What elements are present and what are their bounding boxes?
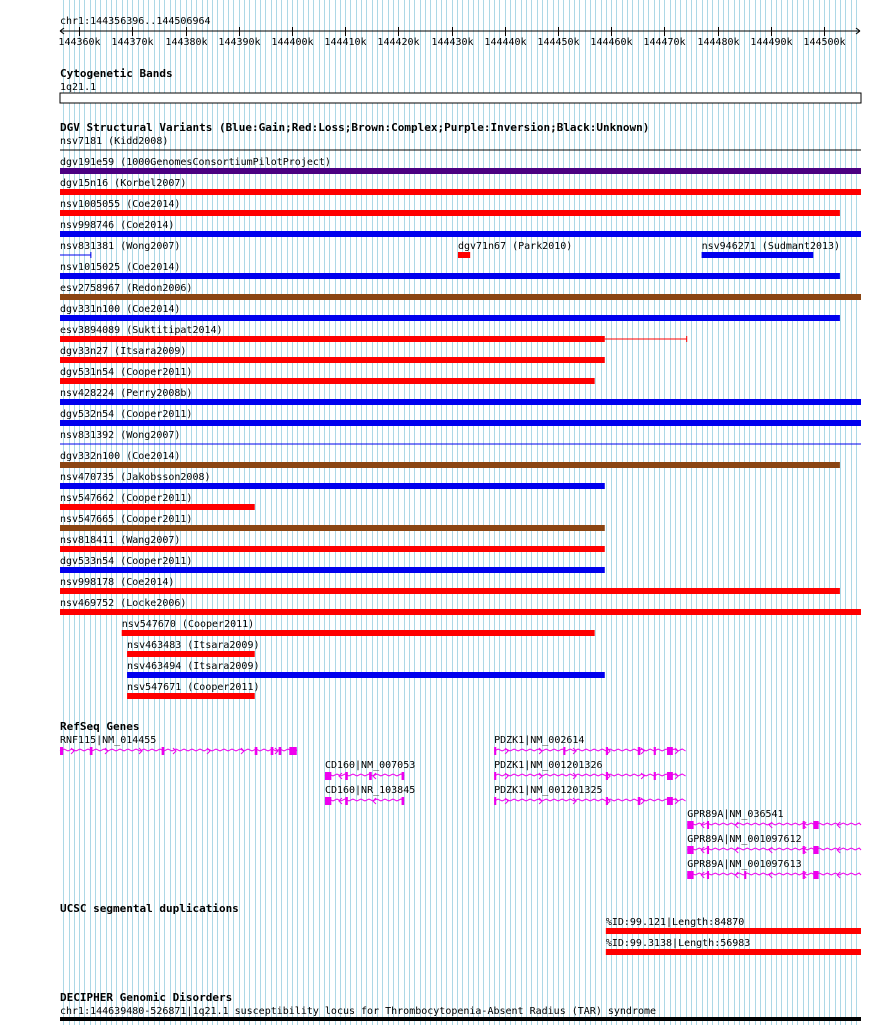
- gene-label[interactable]: GPR89A|NM_001097613: [687, 859, 802, 870]
- dgv-feature-label[interactable]: dgv331n100 (Coe2014): [60, 304, 181, 315]
- decipher-glyph[interactable]: [60, 1017, 861, 1021]
- dgv-feature-label[interactable]: nsv547670 (Cooper2011): [121, 619, 255, 630]
- dgv-feature-bar[interactable]: [60, 189, 861, 195]
- gene-exon[interactable]: [494, 772, 496, 780]
- gene-intron-line: [325, 774, 404, 776]
- ruler-tick-label: 144440k: [484, 37, 527, 48]
- gene-exon[interactable]: [369, 772, 372, 780]
- gene-exon[interactable]: [325, 797, 331, 805]
- dgv-feature-label[interactable]: nsv463494 (Itsara2009): [127, 661, 260, 672]
- dgv-feature-label[interactable]: nsv831392 (Wong2007): [60, 430, 181, 441]
- segdup-label[interactable]: %ID:99.121|Length:84870: [605, 917, 745, 928]
- ruler-tick-label: 144480k: [697, 37, 740, 48]
- dgv-feature-bar[interactable]: [60, 357, 605, 363]
- dgv-feature-label[interactable]: dgv191e59 (1000GenomesConsortiumPilotProject): [60, 157, 331, 168]
- dgv-feature-bar[interactable]: [60, 336, 605, 342]
- dgv-feature-bar[interactable]: [122, 630, 595, 636]
- cytoband-label[interactable]: 1q21.1: [60, 82, 97, 93]
- dgv-feature-label[interactable]: dgv33n27 (Itsara2009): [60, 346, 187, 357]
- cytoband-track-title: Cytogenetic Bands: [60, 67, 173, 80]
- dgv-track: [60, 121, 861, 699]
- gene-label[interactable]: RNF115|NM_014455: [60, 735, 157, 746]
- dgv-feature-bar[interactable]: [60, 420, 861, 426]
- gene-exon[interactable]: [402, 797, 405, 805]
- gene-exon[interactable]: [494, 797, 496, 805]
- dgv-feature-bar[interactable]: [60, 462, 840, 468]
- gene-label[interactable]: CD160|NM_007053: [324, 760, 416, 771]
- ruler-tick-label: 144400k: [271, 37, 314, 48]
- segdup-bar[interactable]: [606, 949, 861, 955]
- gene-intron-line: [325, 799, 404, 801]
- gene-label[interactable]: CD160|NR_103845: [324, 785, 416, 796]
- gene-exon[interactable]: [638, 797, 641, 805]
- decipher-track: [60, 991, 861, 1021]
- dgv-feature-label[interactable]: nsv1015025 (Coe2014): [60, 262, 181, 273]
- gene-exon[interactable]: [402, 772, 405, 780]
- decipher-bar[interactable]: [60, 1017, 861, 1021]
- ruler-ticks: [58, 27, 845, 48]
- gene-exon[interactable]: [687, 821, 693, 829]
- gene-exon[interactable]: [654, 772, 656, 780]
- ruler-tick-label: 144390k: [218, 37, 261, 48]
- gene-exon[interactable]: [813, 821, 818, 829]
- gene-exon[interactable]: [654, 747, 656, 755]
- cytoband-bar[interactable]: [60, 93, 861, 103]
- dgv-feature-bar[interactable]: [60, 546, 605, 552]
- dgv-feature-bar[interactable]: [60, 399, 861, 405]
- ruler-tick-label: 144360k: [58, 37, 101, 48]
- gene-intron-line: [494, 774, 686, 776]
- dgv-feature-label[interactable]: esv3894089 (Suktitipat2014): [60, 325, 223, 336]
- gene-exon[interactable]: [813, 846, 818, 854]
- gene-intron-line: [494, 749, 686, 751]
- gene-exon[interactable]: [325, 772, 331, 780]
- gene-label[interactable]: PDZK1|NM_001201326: [494, 760, 603, 771]
- gene-intron-line: [687, 848, 861, 850]
- gene-label[interactable]: GPR89A|NM_036541: [687, 809, 784, 820]
- gene-exon[interactable]: [271, 747, 274, 755]
- ruler-tick-label: 144500k: [803, 37, 846, 48]
- dgv-feature-label[interactable]: nsv946271 (Sudmant2013): [701, 241, 841, 252]
- dgv-feature-label[interactable]: nsv470735 (Jakobsson2008): [60, 472, 211, 483]
- gene-strand-arrow: [539, 798, 542, 804]
- gene-exon[interactable]: [667, 797, 673, 805]
- dgv-track-title: DGV Structural Variants (Blue:Gain;Red:Loss;Brown:Complex;Purple:Inversion;Black:Unknown): [60, 121, 650, 134]
- dgv-feature-bar[interactable]: [60, 210, 840, 216]
- gene-exon[interactable]: [687, 871, 693, 879]
- dgv-feature-label[interactable]: nsv463483 (Itsara2009): [127, 640, 260, 651]
- dgv-feature-label[interactable]: dgv332n100 (Coe2014): [60, 451, 181, 462]
- dgv-feature-bar[interactable]: [60, 378, 595, 384]
- gene-strand-arrow: [735, 872, 738, 878]
- dgv-feature-bar[interactable]: [127, 693, 255, 699]
- grid-lines: [64, 0, 857, 1025]
- ruler-tick-label: 144490k: [750, 37, 793, 48]
- dgv-feature-label[interactable]: nsv7181 (Kidd2008): [60, 136, 169, 147]
- dgv-feature-bar[interactable]: [60, 609, 861, 615]
- gene-strand-arrow: [735, 847, 738, 853]
- gene-intron-line: [494, 799, 686, 801]
- segdup-bar[interactable]: [606, 928, 861, 934]
- dgv-feature-label[interactable]: nsv1005055 (Coe2014): [60, 199, 181, 210]
- dgv-feature-bar[interactable]: [60, 273, 840, 279]
- ruler-tick-label: 144420k: [377, 37, 420, 48]
- dgv-feature-label[interactable]: dgv533n54 (Cooper2011): [60, 556, 193, 567]
- dgv-feature-bar[interactable]: [60, 315, 840, 321]
- gene-strand-arrow: [373, 773, 376, 779]
- dgv-feature-label[interactable]: nsv998178 (Coe2014): [60, 577, 175, 588]
- gene-exon[interactable]: [279, 747, 282, 755]
- ruler-tick-label: 144430k: [431, 37, 474, 48]
- segdup-label[interactable]: %ID:99.3138|Length:56983: [605, 938, 751, 949]
- gene-exon[interactable]: [60, 747, 63, 755]
- gene-exon[interactable]: [687, 846, 693, 854]
- ruler-tick-label: 144410k: [324, 37, 367, 48]
- gene-exon[interactable]: [707, 846, 709, 854]
- ruler-range-label: chr1:144356396..144506964: [60, 16, 211, 27]
- gene-label[interactable]: PDZK1|NM_001201325: [494, 785, 603, 796]
- gene-exon[interactable]: [707, 871, 709, 879]
- gene-exon[interactable]: [494, 747, 496, 755]
- gene-exon[interactable]: [813, 871, 818, 879]
- gene-strand-arrow: [539, 748, 542, 754]
- dgv-feature-label[interactable]: nsv831381 (Wong2007): [60, 241, 181, 252]
- gene-exon[interactable]: [667, 747, 673, 755]
- refseq-track-title: RefSeq Genes: [60, 720, 140, 733]
- gene-exon[interactable]: [345, 772, 348, 780]
- dgv-feature-bar[interactable]: [60, 168, 861, 174]
- cytoband-glyph[interactable]: [60, 93, 861, 103]
- gene-strand-arrow: [735, 822, 738, 828]
- gene-exon[interactable]: [638, 747, 641, 755]
- segdup-features: [606, 917, 861, 955]
- dgv-feature-label[interactable]: nsv469752 (Locke2006): [60, 598, 187, 609]
- dgv-feature-bar[interactable]: [60, 231, 861, 237]
- ruler-tick-label: 144380k: [165, 37, 208, 48]
- dgv-feature-label[interactable]: nsv818411 (Wang2007): [60, 535, 181, 546]
- dgv-feature-label[interactable]: nsv998746 (Coe2014): [60, 220, 175, 231]
- gene-exon[interactable]: [162, 747, 165, 755]
- dgv-feature-bar[interactable]: [60, 525, 605, 531]
- dgv-feature-label[interactable]: esv2758967 (Redon2006): [60, 283, 193, 294]
- gene-exon[interactable]: [707, 821, 709, 829]
- gene-strand-arrow: [539, 773, 542, 779]
- gene-exon[interactable]: [345, 797, 348, 805]
- gene-exon[interactable]: [90, 747, 93, 755]
- dgv-feature-bar[interactable]: [702, 252, 814, 258]
- segdup-track-title: UCSC segmental duplications: [60, 902, 239, 915]
- dgv-feature-bar[interactable]: [60, 483, 605, 489]
- gene-strand-arrow: [241, 748, 244, 754]
- dgv-feature-label[interactable]: dgv15n16 (Korbel2007): [60, 178, 187, 189]
- dgv-feature-label[interactable]: nsv547671 (Cooper2011): [127, 682, 260, 693]
- dgv-feature-label[interactable]: dgv71n67 (Park2010): [457, 241, 573, 252]
- ruler-tick-label: 144460k: [590, 37, 633, 48]
- dgv-feature-bar[interactable]: [127, 672, 605, 678]
- decipher-track-title: DECIPHER Genomic Disorders: [60, 991, 233, 1004]
- ruler-tick-label: 144370k: [111, 37, 154, 48]
- gene-intron-line: [687, 823, 861, 825]
- dgv-feature-label[interactable]: nsv547662 (Cooper2011): [60, 493, 193, 504]
- ruler-tick-label: 144470k: [643, 37, 686, 48]
- dgv-feature-label[interactable]: nsv428224 (Perry2008b): [60, 388, 193, 399]
- gene-label[interactable]: PDZK1|NM_002614: [494, 735, 585, 746]
- gene-strand-arrow: [71, 748, 74, 754]
- gene-strand-arrow: [373, 798, 376, 804]
- dgv-feature-bar[interactable]: [60, 294, 861, 300]
- dgv-feature-bar[interactable]: [60, 567, 605, 573]
- decipher-label[interactable]: chr1:144639480-526871|1q21.1 susceptibility locus for Thrombocytopenia-Absent Radius (TAR) syndrome: [60, 1006, 657, 1017]
- dgv-feature-bar[interactable]: [60, 504, 255, 510]
- gene-exon[interactable]: [744, 871, 746, 879]
- gene-exon[interactable]: [255, 747, 258, 755]
- gene-label[interactable]: GPR89A|NM_001097612: [687, 834, 802, 845]
- dgv-feature-label[interactable]: dgv532n54 (Cooper2011): [60, 409, 193, 420]
- dgv-feature-label[interactable]: dgv531n54 (Cooper2011): [60, 367, 193, 378]
- gene-exon[interactable]: [667, 772, 673, 780]
- gene-intron-line: [687, 873, 861, 875]
- dgv-feature-bar[interactable]: [458, 252, 470, 258]
- gene-exon[interactable]: [289, 747, 296, 755]
- dgv-feature-bar[interactable]: [127, 651, 255, 657]
- dgv-feature-label[interactable]: nsv547665 (Cooper2011): [60, 514, 193, 525]
- gene-exon[interactable]: [563, 747, 565, 755]
- ruler-tick-label: 144450k: [537, 37, 580, 48]
- dgv-feature-bar[interactable]: [60, 588, 840, 594]
